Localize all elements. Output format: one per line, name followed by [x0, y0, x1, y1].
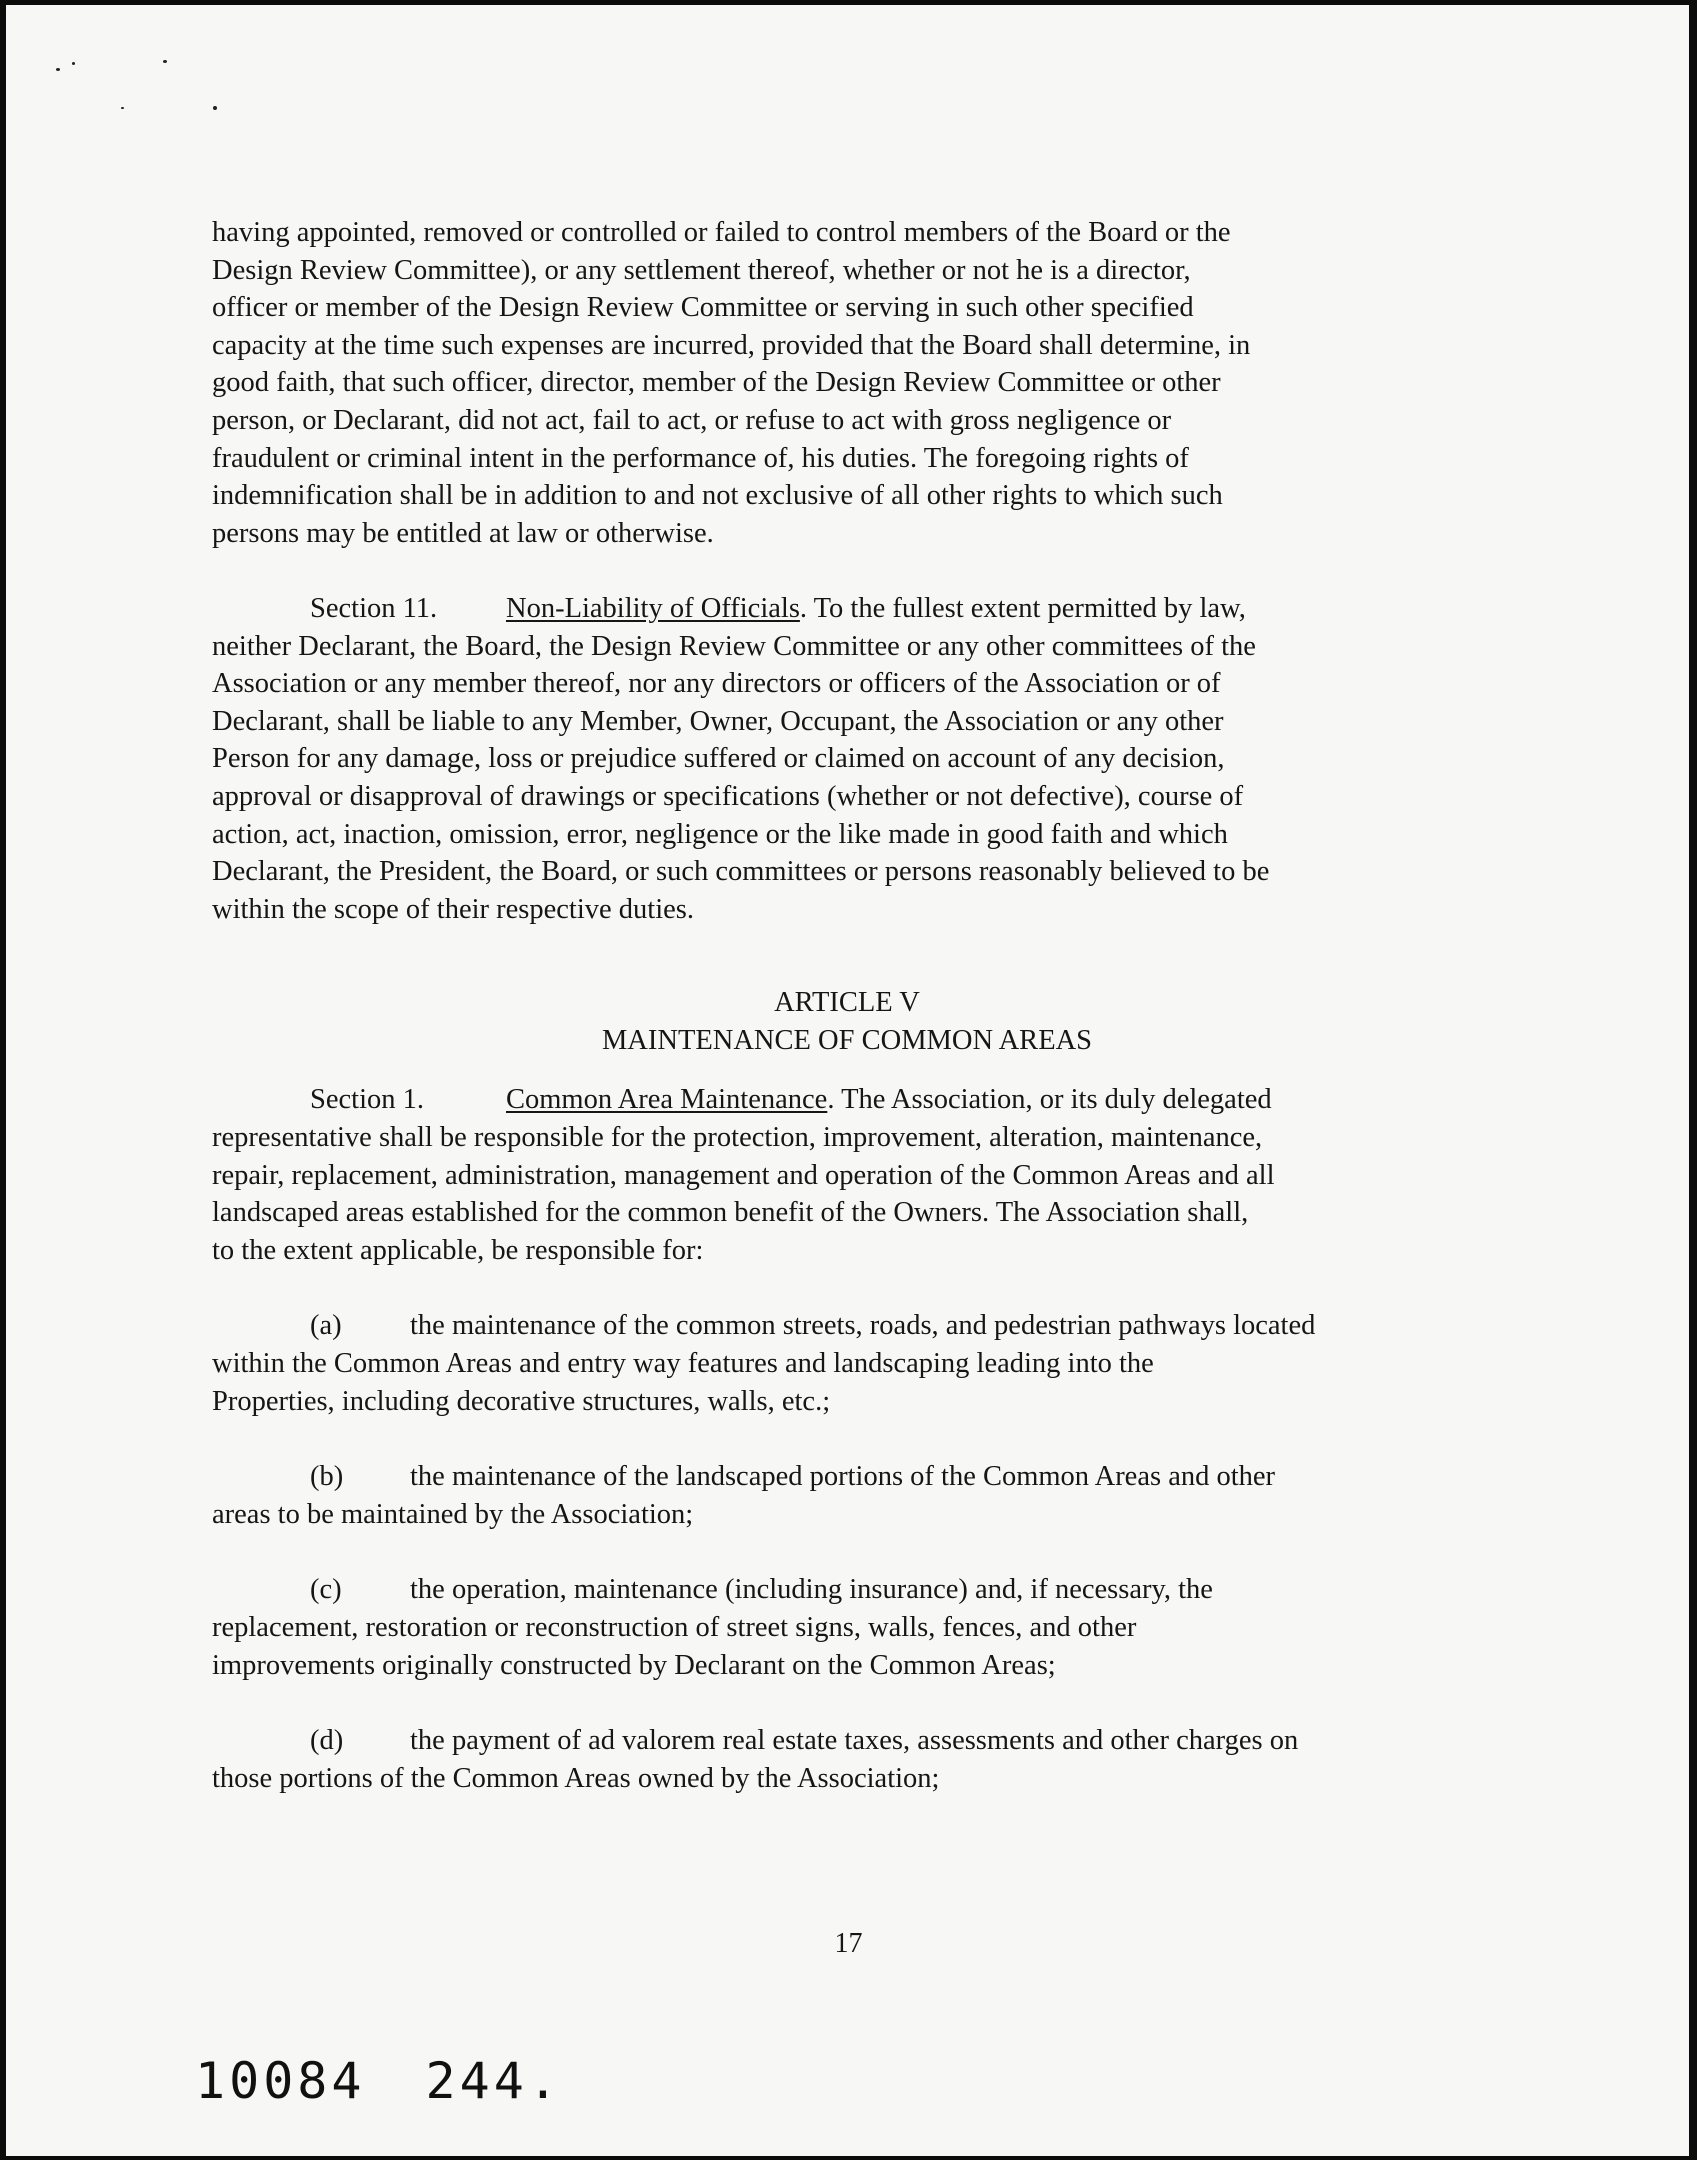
paragraph-line: Association or any member thereof, nor any directors or officers of the Association or of — [212, 668, 1221, 700]
list-item-label: (a) — [310, 1310, 342, 1342]
list-item-c — [212, 1571, 1482, 1684]
list-item-label: (b) — [310, 1461, 344, 1493]
paragraph-line: landscaped areas established for the common benefit of the Owners. The Association shall, — [212, 1197, 1249, 1229]
list-item-first-text: the payment of ad valorem real estate taxes, assessments and other charges on — [410, 1725, 1299, 1757]
scan-speck — [163, 60, 167, 63]
paragraph-line: to the extent applicable, be responsible for: — [212, 1234, 704, 1266]
paragraph-line: within the scope of their respective duties. — [212, 893, 694, 925]
paragraph-line: representative shall be responsible for the protection, improvement, alteration, maintenance, — [212, 1122, 1263, 1154]
list-item-first-text: the maintenance of the common streets, roads, and pedestrian pathways located — [410, 1310, 1316, 1342]
section-1-first-line — [212, 1081, 1482, 1119]
continuation-paragraph — [212, 214, 1482, 552]
list-item-first-line — [212, 1571, 1482, 1609]
list-item-first-text: the maintenance of the landscaped portions of the Common Areas and other — [410, 1461, 1276, 1493]
paragraph-line: persons may be entitled at law or otherwise. — [212, 517, 714, 549]
paragraph-line: repair, replacement, administration, management and operation of the Common Areas and all — [212, 1159, 1275, 1191]
article-heading — [212, 984, 1482, 1059]
paragraph-line: neither Declarant, the Board, the Design Review Committee or any other committees of the — [212, 630, 1256, 662]
paragraph-line: areas to be maintained by the Association; — [212, 1498, 694, 1530]
bates-number — [195, 2052, 562, 2110]
paragraph-line: within the Common Areas and entry way features and landscaping leading into the — [212, 1348, 1154, 1380]
list-item-b — [212, 1458, 1482, 1533]
list-item-first-text: the operation, maintenance (including insurance) and, if necessary, the — [410, 1574, 1213, 1606]
paragraph-line: action, act, inaction, omission, error, negligence or the like made in good faith and which — [212, 818, 1228, 850]
article-title: MAINTENANCE OF COMMON AREAS — [601, 1024, 1093, 1056]
section-11-label: Section 11. — [310, 592, 438, 624]
section-11-first-line — [212, 590, 1482, 628]
paragraph-line: indemnification shall be in addition to and not exclusive of all other rights to which such — [212, 480, 1223, 512]
section-11-paragraph — [212, 590, 1482, 928]
section-1-first-line-rest: . The Association, or its duly delegated — [827, 1084, 1272, 1116]
paragraph-line: Properties, including decorative structures, walls, etc.; — [212, 1385, 831, 1417]
paragraph-line: good faith, that such officer, director, member of the Design Review Committee or other — [212, 367, 1221, 399]
section-1-paragraph — [212, 1081, 1482, 1269]
list-item-a — [212, 1307, 1482, 1420]
paragraph-line: improvements originally constructed by Declarant on the Common Areas; — [212, 1649, 1056, 1681]
document-body — [212, 214, 1482, 1797]
bates-number-left: 10084 — [195, 2052, 366, 2110]
section-11-heading: Non-Liability of Officials — [506, 592, 800, 624]
paragraph-line: those portions of the Common Areas owned by the Association; — [212, 1762, 940, 1794]
paragraph-line: having appointed, removed or controlled or failed to control members of the Board or the — [212, 217, 1231, 248]
paragraph-line: Design Review Committee), or any settlement thereof, whether or not he is a director, — [212, 254, 1191, 286]
list-item-first-line — [212, 1722, 1482, 1760]
paragraph-line: Declarant, shall be liable to any Member, Owner, Occupant, the Association or any other — [212, 705, 1224, 737]
bates-number-right: 244. — [425, 2052, 562, 2110]
paragraph-line: Person for any damage, loss or prejudice suffered or claimed on account of any decision, — [212, 743, 1225, 775]
paragraph-line: person, or Declarant, did not act, fail to act, or refuse to act with gross negligence or — [212, 404, 1172, 436]
list-item-label: (d) — [310, 1725, 344, 1757]
section-1-heading: Common Area Maintenance — [506, 1084, 828, 1116]
list-item-label: (c) — [310, 1574, 342, 1606]
paragraph-line: approval or disapproval of drawings or specifications (whether or not defective), course of — [212, 780, 1244, 812]
scan-speck — [121, 107, 124, 109]
paragraph-line: capacity at the time such expenses are incurred, provided that the Board shall determine, in — [212, 329, 1251, 361]
paragraph-line: fraudulent or criminal intent in the performance of, his duties. The foregoing rights of — [212, 442, 1189, 474]
page-number: 17 — [834, 1928, 863, 1959]
scan-speck — [213, 106, 217, 110]
article-number: ARTICLE V — [774, 987, 920, 1019]
scan-speck — [72, 62, 75, 65]
scan-speck — [56, 68, 60, 71]
list-item-first-line — [212, 1307, 1482, 1345]
paragraph-line: officer or member of the Design Review Committee or serving in such other specified — [212, 292, 1194, 324]
list-item-d — [212, 1722, 1482, 1797]
list-item-first-line — [212, 1458, 1482, 1496]
section-1-label: Section 1. — [310, 1084, 424, 1116]
paragraph-line: Declarant, the President, the Board, or such committees or persons reasonably believed to be — [212, 856, 1270, 888]
paragraph-line: replacement, restoration or reconstruction of street signs, walls, fences, and other — [212, 1612, 1137, 1643]
section-11-first-line-rest: . To the fullest extent permitted by law, — [799, 592, 1246, 624]
